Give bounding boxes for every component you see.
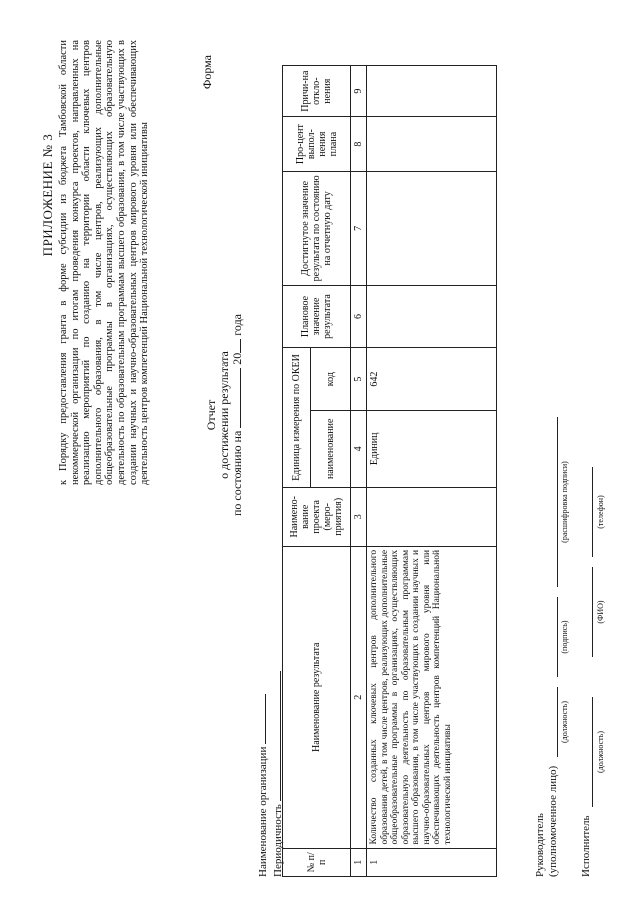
row-num: 1 bbox=[367, 848, 497, 876]
form-label: Форма bbox=[200, 55, 214, 90]
report-header bbox=[205, 275, 244, 555]
cap-position2: (должность) bbox=[596, 731, 605, 773]
cap-sign: (подпись) bbox=[560, 620, 569, 654]
row-unit-name: Единиц bbox=[367, 410, 497, 487]
head-label-1: Руководитель bbox=[534, 813, 546, 877]
report-date-prefix: по состоянию на bbox=[230, 430, 244, 517]
th-project: Наимено-вание проекта (меро-приятия) bbox=[283, 487, 351, 546]
row-percent bbox=[367, 117, 497, 172]
executor-label: Исполнитель bbox=[580, 815, 592, 877]
row-reason bbox=[367, 66, 497, 117]
report-subtitle: о достижении результата bbox=[217, 351, 231, 479]
col-num: 5 bbox=[351, 348, 367, 411]
report-date-suffix: года bbox=[230, 313, 244, 336]
th-planned: Плановое значение результата bbox=[283, 285, 351, 348]
th-name: Наименование результата bbox=[283, 546, 351, 848]
cap-position: (должность) bbox=[560, 701, 569, 743]
report-date-mid: 20 bbox=[230, 352, 244, 365]
th-unit-code: код bbox=[311, 348, 351, 411]
col-num: 7 bbox=[351, 171, 367, 285]
col-num: 8 bbox=[351, 117, 367, 172]
table-row bbox=[367, 66, 497, 877]
org-name-label: Наименование организации bbox=[257, 746, 269, 877]
row-desc: Количество созданных ключевых центров дополнительного образования детей, в том числе центров, реализующих дополнительные общеобразовательные программы в организациях, осуществляющих образовательную деятельность по образовательным программам высшего образования, в том числе участвующих в создании научных и научно-образовательных центров мирового уровня или обеспечивающих деятельность центров компетенций Национальной технологической инициативы bbox=[367, 546, 497, 848]
cap-decode: (расшифровка подписи) bbox=[560, 461, 569, 543]
col-num: 9 bbox=[351, 66, 367, 117]
col-num: 3 bbox=[351, 487, 367, 546]
col-num: 2 bbox=[351, 546, 367, 848]
head-label bbox=[534, 766, 560, 877]
th-reason: Причи-на откло-нения bbox=[283, 66, 351, 117]
th-percent: Про-цент выпол-нения плана bbox=[283, 117, 351, 172]
org-block bbox=[255, 617, 285, 877]
org-period-label: Периодичность bbox=[272, 804, 284, 877]
th-num: № п/п bbox=[283, 848, 351, 876]
appendix-text: к Порядку предоставления гранта в форме субсидии из бюджета Тамбовской области некоммерческой организации по итогам проведения конкурса проектов, направленных на реализацию мероприятий по созданию на территории области ключевых центров дополнительного образования, в том числе центров, реализующих дополнительные общеобразовательные программы в организациях, осуществляющих образовательную деятельность по образовательным программам высшего образования, в том числе участвующих в создании научных и научно-образовательных центров мирового уровня или обеспечивающих деятельность центров компетенций Национальной технологической инициативы bbox=[58, 40, 151, 485]
col-num: 1 bbox=[351, 848, 367, 876]
cap-fio: (ФИО) bbox=[596, 600, 605, 624]
report-date bbox=[231, 275, 244, 555]
report-table bbox=[282, 65, 497, 877]
appendix-title: ПРИЛОЖЕНИЕ № 3 bbox=[40, 133, 55, 257]
row-achieved bbox=[367, 171, 497, 285]
col-num: 4 bbox=[351, 410, 367, 487]
th-achieved: Достигнутое значение результата по состоянию на отчетную дату bbox=[283, 171, 351, 285]
row-unit-code: 642 bbox=[367, 348, 497, 411]
th-unit: Единица измерения по ОКЕИ bbox=[283, 348, 311, 487]
row-project bbox=[367, 487, 497, 546]
th-unit-name: наименование bbox=[311, 410, 351, 487]
cap-phone: (телефон) bbox=[596, 495, 605, 529]
row-planned bbox=[367, 285, 497, 348]
head-label-2: (уполномоченное лицо) bbox=[547, 765, 559, 877]
report-title: Отчет bbox=[204, 399, 218, 431]
col-num: 6 bbox=[351, 285, 367, 348]
